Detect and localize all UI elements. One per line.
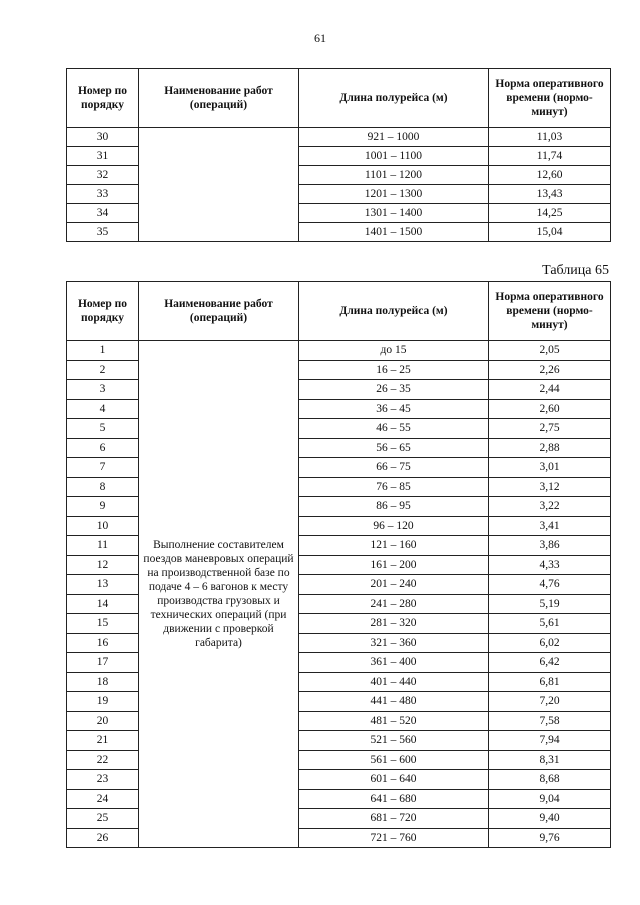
row-norm: 2,05 [489, 341, 611, 361]
row-length: 921 – 1000 [299, 128, 489, 147]
header-norm: Норма оперативного времени (нормо-минут) [489, 69, 611, 128]
table-caption: Таблица 65 [542, 263, 609, 278]
row-num: 4 [67, 399, 139, 419]
row-num: 19 [67, 692, 139, 712]
row-norm: 7,20 [489, 692, 611, 712]
row-norm: 9,40 [489, 809, 611, 829]
row-num: 12 [67, 555, 139, 575]
table-65-body [67, 341, 611, 848]
row-length: 321 – 360 [299, 633, 489, 653]
row-length: 121 – 160 [299, 536, 489, 556]
row-length: 281 – 320 [299, 614, 489, 634]
operation-name [139, 341, 299, 848]
row-norm: 13,43 [489, 185, 611, 204]
row-num: 16 [67, 633, 139, 653]
row-num: 3 [67, 380, 139, 400]
row-num: 26 [67, 828, 139, 848]
row-num: 17 [67, 653, 139, 673]
row-num: 24 [67, 789, 139, 809]
row-num: 34 [67, 204, 139, 223]
row-norm: 4,76 [489, 575, 611, 595]
row-num: 30 [67, 128, 139, 147]
header-name: Наименование работ (операций) [139, 282, 299, 341]
row-num: 8 [67, 477, 139, 497]
row-length: 161 – 200 [299, 555, 489, 575]
row-num: 11 [67, 536, 139, 556]
row-length: 76 – 85 [299, 477, 489, 497]
row-length: 26 – 35 [299, 380, 489, 400]
row-norm: 2,75 [489, 419, 611, 439]
row-norm: 6,42 [489, 653, 611, 673]
norm-table-continued [66, 68, 611, 242]
row-length: 641 – 680 [299, 789, 489, 809]
row-length: 36 – 45 [299, 399, 489, 419]
row-norm: 5,61 [489, 614, 611, 634]
row-length: 96 – 120 [299, 516, 489, 536]
header-num: Номер по порядку [67, 282, 139, 341]
row-length: 1101 – 1200 [299, 166, 489, 185]
row-num: 31 [67, 147, 139, 166]
row-num: 15 [67, 614, 139, 634]
header-num: Номер по порядку [67, 69, 139, 128]
row-num: 1 [67, 341, 139, 361]
row-norm: 3,41 [489, 516, 611, 536]
row-norm: 3,01 [489, 458, 611, 478]
row-norm: 12,60 [489, 166, 611, 185]
row-length: 521 – 560 [299, 731, 489, 751]
row-num: 13 [67, 575, 139, 595]
row-norm: 11,03 [489, 128, 611, 147]
row-length: 601 – 640 [299, 770, 489, 790]
row-length: 201 – 240 [299, 575, 489, 595]
row-norm: 2,60 [489, 399, 611, 419]
row-norm: 6,02 [489, 633, 611, 653]
row-length: 721 – 760 [299, 828, 489, 848]
row-norm: 7,58 [489, 711, 611, 731]
row-norm: 2,88 [489, 438, 611, 458]
row-length: 441 – 480 [299, 692, 489, 712]
row-length: 66 – 75 [299, 458, 489, 478]
row-length: 1001 – 1100 [299, 147, 489, 166]
table-header-row [67, 69, 611, 128]
page-number: 61 [314, 31, 326, 45]
row-norm: 4,33 [489, 555, 611, 575]
row-norm: 8,68 [489, 770, 611, 790]
row-num: 23 [67, 770, 139, 790]
header-name: Наименование работ (операций) [139, 69, 299, 128]
row-norm: 14,25 [489, 204, 611, 223]
row-num: 7 [67, 458, 139, 478]
row-norm: 11,74 [489, 147, 611, 166]
row-norm: 6,81 [489, 672, 611, 692]
row-num: 10 [67, 516, 139, 536]
header-length: Длина полурейса (м) [299, 282, 489, 341]
row-length: 401 – 440 [299, 672, 489, 692]
row-num: 32 [67, 166, 139, 185]
table-row [67, 128, 611, 147]
row-length: 1301 – 1400 [299, 204, 489, 223]
row-norm: 2,44 [489, 380, 611, 400]
row-norm: 9,76 [489, 828, 611, 848]
row-length: 1401 – 1500 [299, 223, 489, 242]
row-length: 1201 – 1300 [299, 185, 489, 204]
row-norm: 8,31 [489, 750, 611, 770]
row-length: 86 – 95 [299, 497, 489, 517]
row-norm: 3,86 [489, 536, 611, 556]
row-length: 241 – 280 [299, 594, 489, 614]
row-norm: 9,04 [489, 789, 611, 809]
row-length: 481 – 520 [299, 711, 489, 731]
row-length: 561 – 600 [299, 750, 489, 770]
header-norm: Норма оперативного времени (нормо-минут) [489, 282, 611, 341]
row-num: 25 [67, 809, 139, 829]
row-num: 5 [67, 419, 139, 439]
row-num: 22 [67, 750, 139, 770]
row-length: 16 – 25 [299, 360, 489, 380]
row-norm: 3,22 [489, 497, 611, 517]
row-num: 2 [67, 360, 139, 380]
row-norm: 15,04 [489, 223, 611, 242]
table-row [67, 341, 611, 361]
row-length: 361 – 400 [299, 653, 489, 673]
row-norm: 5,19 [489, 594, 611, 614]
row-num: 14 [67, 594, 139, 614]
header-length: Длина полурейса (м) [299, 69, 489, 128]
row-num: 6 [67, 438, 139, 458]
operation-name-text: Выполнение составителем поездов маневровых операций на производственной базе по подаче 4 – 6 вагонов к месту производства грузовых и технических операций (при движении с проверкой габарита) [143, 539, 294, 649]
row-norm: 7,94 [489, 731, 611, 751]
row-norm: 3,12 [489, 477, 611, 497]
row-num: 33 [67, 185, 139, 204]
row-num: 20 [67, 711, 139, 731]
table-64-body [67, 128, 611, 242]
row-num: 18 [67, 672, 139, 692]
row-num: 35 [67, 223, 139, 242]
operation-name [139, 128, 299, 242]
norm-table-65 [66, 281, 611, 848]
row-length: до 15 [299, 341, 489, 361]
row-length: 681 – 720 [299, 809, 489, 829]
row-num: 21 [67, 731, 139, 751]
row-length: 56 – 65 [299, 438, 489, 458]
row-num: 9 [67, 497, 139, 517]
row-length: 46 – 55 [299, 419, 489, 439]
row-norm: 2,26 [489, 360, 611, 380]
table-header-row [67, 282, 611, 341]
